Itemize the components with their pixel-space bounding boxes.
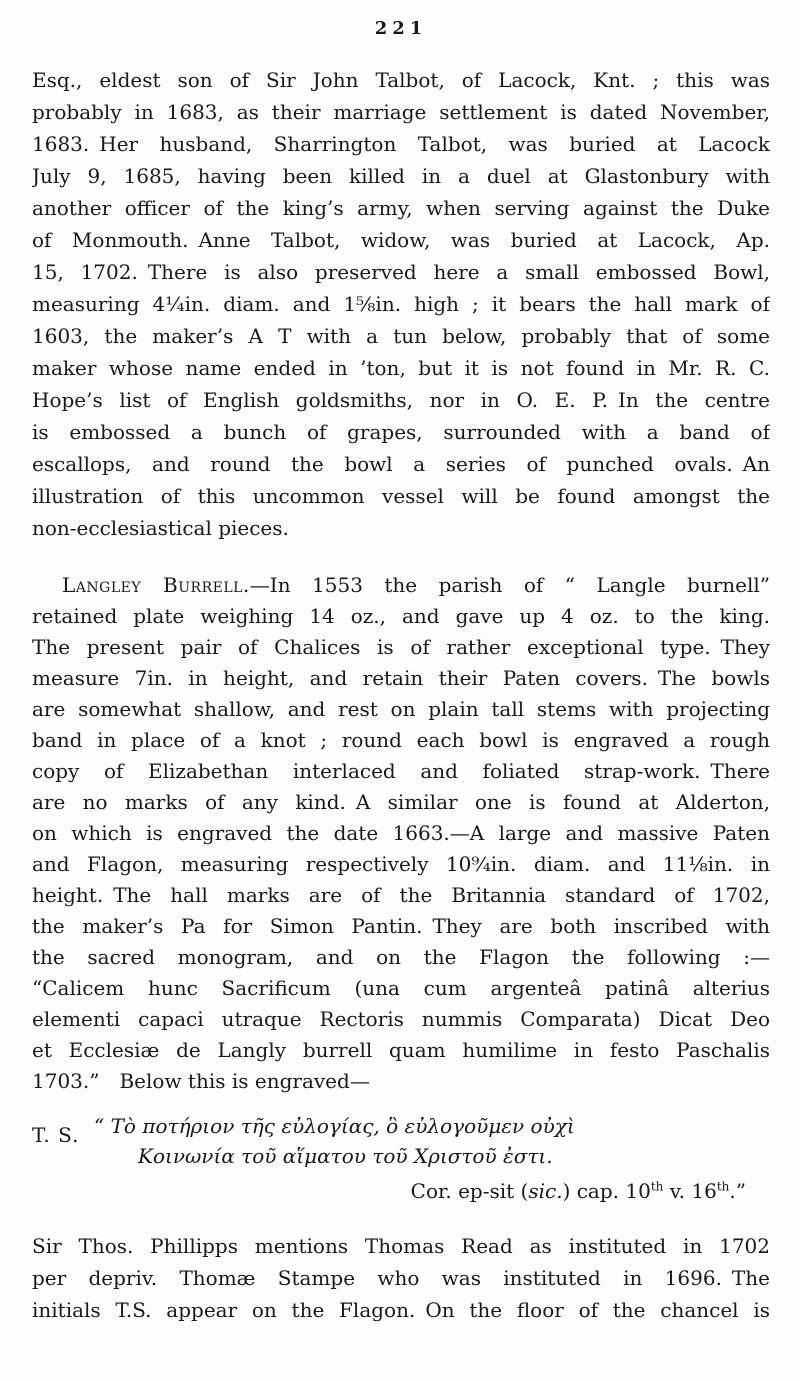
citation-mid1: ) cap. 10: [562, 1179, 651, 1203]
engraved-inscription: [32, 1111, 770, 1206]
text-line: are somewhat shallow, and rest on plain tall stems with projecting: [32, 697, 770, 721]
paragraph-talbot: [32, 64, 770, 544]
text-line: 1603, the maker’s A T with a tun below, probably that of some: [32, 324, 770, 348]
text-line: Hope’s list of English goldsmiths, nor in O. E. P. In the centre: [32, 388, 770, 412]
text-line: are no marks of any kind. A similar one is found at Alderton,: [32, 790, 770, 814]
text-line: retained plate weighing 14 oz., and gave up 4 oz. to the king.: [32, 604, 770, 628]
section-first-line: [32, 570, 770, 601]
text-line: another officer of the king’s army, when serving against the Duke: [32, 196, 770, 220]
citation-superscript-1: th: [650, 1179, 664, 1194]
text-line: probably in 1683, as their marriage settlement is dated November,: [32, 100, 770, 124]
text-line: Esq., eldest son of Sir John Talbot, of Lacock, Knt. ; this was: [32, 68, 770, 92]
text-line: The present pair of Chalices is of rather exceptional type. They: [32, 635, 770, 659]
paragraph-phillipps: [32, 1230, 770, 1326]
text-line: escallops, and round the bowl a series of punched ovals. An: [32, 452, 770, 476]
text-line: and Flagon, measuring respectively 10⁹⁄₄in. diam. and 11⅛in. in: [32, 852, 770, 876]
text-line: initials T.S. appear on the Flagon. On the floor of the chancel is: [32, 1298, 770, 1322]
text-line: 1683. Her husband, Sharrington Talbot, was buried at Lacock: [32, 132, 770, 156]
paragraph-langley-burrell: [32, 570, 770, 1097]
text-line: of Monmouth. Anne Talbot, widow, was buried at Lacock, Ap.: [32, 228, 770, 252]
greek-inscription-line-1: “ Τὸ ποτήριον τῆς εὐλογίας, ὃ εὐλογοῦμεν οὐχὶ: [94, 1114, 575, 1138]
text-line: is embossed a bunch of grapes, surrounded with a band of: [32, 420, 770, 444]
text-line: “Calicem hunc Sacrificum (una cum argenteâ patinâ alterius: [32, 976, 770, 1000]
scripture-citation: [32, 1176, 770, 1206]
text-line: copy of Elizabethan interlaced and foliated strap-work. There: [32, 759, 770, 783]
text-line: et Ecclesiæ de Langly burrell quam humilime in festo Paschalis: [32, 1038, 770, 1062]
citation-pre: Cor. ep-sit (: [410, 1179, 529, 1203]
text-line: Sir Thos. Phillipps mentions Thomas Read as instituted in 1702: [32, 1234, 770, 1258]
citation-sic: sic.: [528, 1179, 563, 1203]
text-line: measuring 4¼in. diam. and 1⅝in. high ; it bears the hall mark of: [32, 292, 770, 316]
paragraph-langley-burrell-lines: [32, 601, 770, 1097]
text-line: the sacred monogram, and on the Flagon the following :—: [32, 945, 770, 969]
text-line: height. The hall marks are of the Britannia standard of 1702,: [32, 883, 770, 907]
text-line: per depriv. Thomæ Stampe who was instituted in 1696. The: [32, 1266, 770, 1290]
section-first-line-text: —In 1553 the parish of “ Langle burnell”: [249, 573, 770, 597]
greek-inscription-line-2: Κοινωνία τοῦ αἵματου τοῦ Χριστοῦ ἐστι.: [138, 1144, 553, 1168]
text-line: illustration of this uncommon vessel will be found amongst the: [32, 484, 770, 508]
initials-label: T. S.: [32, 1123, 80, 1147]
text-line: July 9, 1685, having been killed in a duel at Glastonbury with: [32, 164, 770, 188]
text-line: 15, 1702. There is also preserved here a small embossed Bowl,: [32, 260, 770, 284]
text-line: on which is engraved the date 1663.—A large and massive Paten: [32, 821, 770, 845]
text-line: maker whose name ended in ’ton, but it is not found in Mr. R. C.: [32, 356, 770, 380]
page-number: 221: [374, 18, 428, 39]
citation-superscript-2: th: [716, 1179, 730, 1194]
text-line: non-ecclesiastical pieces.: [32, 516, 289, 540]
text-line: band in place of a knot ; round each bowl is engraved a rough: [32, 728, 770, 752]
citation-mid2: v. 16: [663, 1179, 717, 1203]
text-line: elementi capaci utraque Rectoris nummis Comparata) Dicat Deo: [32, 1007, 770, 1031]
text-line: the maker’s Pa for Simon Pantin. They are both inscribed with: [32, 914, 770, 938]
section-heading: Langley Burrell.: [62, 573, 250, 597]
text-line: 1703.” Below this is engraved—: [32, 1069, 370, 1093]
citation-end: .”: [729, 1179, 746, 1203]
text-line: measure 7in. in height, and retain their Paten covers. The bowls: [32, 666, 770, 690]
